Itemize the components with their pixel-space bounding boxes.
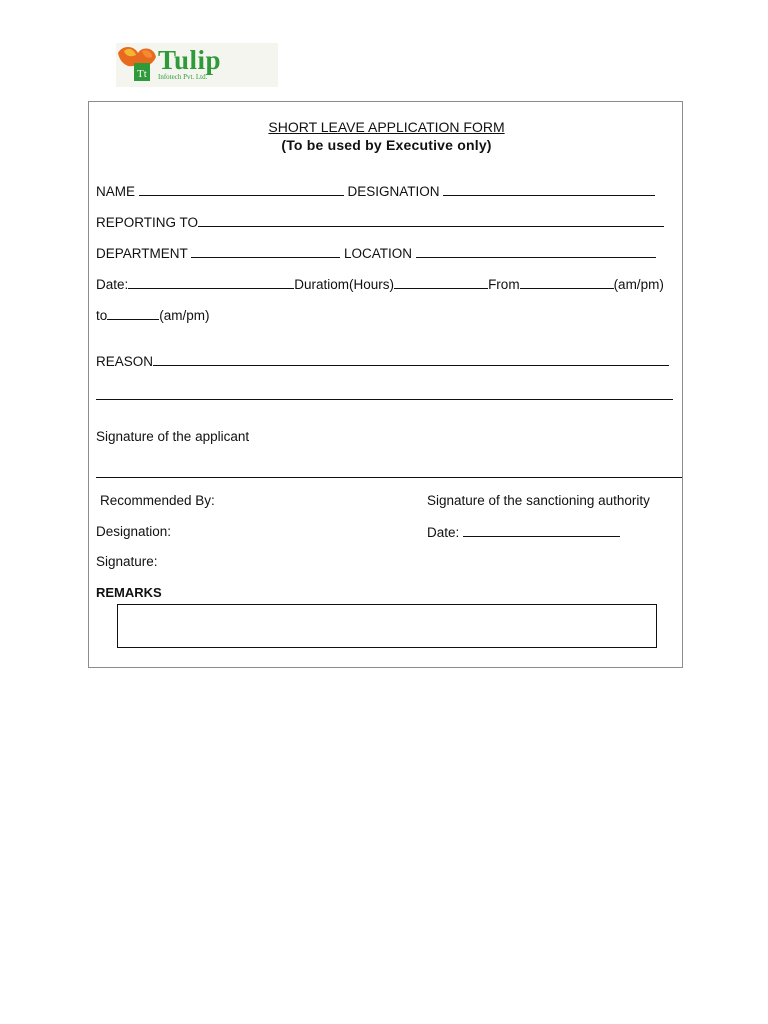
from-field[interactable]: [520, 276, 614, 289]
date-label: Date:: [96, 277, 129, 292]
designation2-label: Designation:: [96, 524, 172, 539]
duration-label: Duratiom(Hours): [294, 277, 395, 292]
date2-row: [427, 524, 620, 541]
department-row: [96, 245, 656, 262]
designation-field[interactable]: [443, 183, 655, 196]
svg-text:Tt: Tt: [137, 68, 147, 80]
form-title: SHORT LEAVE APPLICATION FORM: [268, 119, 505, 135]
tulip-flower-icon: [116, 43, 160, 87]
signature-applicant-label: Signature of the applicant: [96, 429, 250, 444]
date2-label: Date:: [427, 525, 460, 540]
reason-label: REASON: [96, 354, 154, 369]
name-field[interactable]: [139, 183, 344, 196]
company-logo: [116, 43, 278, 87]
reporting-to-label: REPORTING TO: [96, 215, 199, 230]
date-field[interactable]: [128, 276, 294, 289]
to-field[interactable]: [107, 307, 159, 320]
to-row: [96, 307, 210, 324]
name-label: NAME: [96, 184, 136, 199]
reason-row: [96, 353, 669, 370]
reason-field[interactable]: [153, 353, 669, 366]
date2-field[interactable]: [463, 524, 620, 537]
to-label: to: [96, 308, 108, 323]
form-subtitle: (To be used by Executive only): [281, 137, 492, 153]
designation-label: DESIGNATION: [347, 184, 440, 199]
sanctioning-signature-label: Signature of the sanctioning authority: [427, 493, 650, 508]
from-label: From: [488, 277, 520, 292]
reporting-to-field[interactable]: [198, 214, 664, 227]
duration-field[interactable]: [394, 276, 488, 289]
signature-applicant-line[interactable]: [96, 477, 682, 478]
remarks-label: REMARKS: [96, 585, 162, 600]
leave-form: [88, 101, 683, 668]
logo-subtitle: Infotech Pvt. Ltd.: [158, 73, 208, 81]
reporting-row: [96, 214, 664, 231]
location-label: LOCATION: [344, 246, 413, 261]
recommended-by-label: Recommended By:: [100, 493, 215, 508]
date-duration-row: [96, 276, 664, 293]
signature-label: Signature:: [96, 554, 158, 569]
am-pm-label-2: (am/pm): [159, 308, 210, 323]
am-pm-label-1: (am/pm): [613, 277, 664, 292]
logo-name: Tulip: [158, 45, 222, 75]
location-field[interactable]: [416, 245, 656, 258]
name-row: [96, 183, 655, 200]
remarks-box[interactable]: [117, 604, 657, 648]
department-field[interactable]: [191, 245, 340, 258]
department-label: DEPARTMENT: [96, 246, 188, 261]
reason-continuation-line[interactable]: [96, 399, 673, 400]
